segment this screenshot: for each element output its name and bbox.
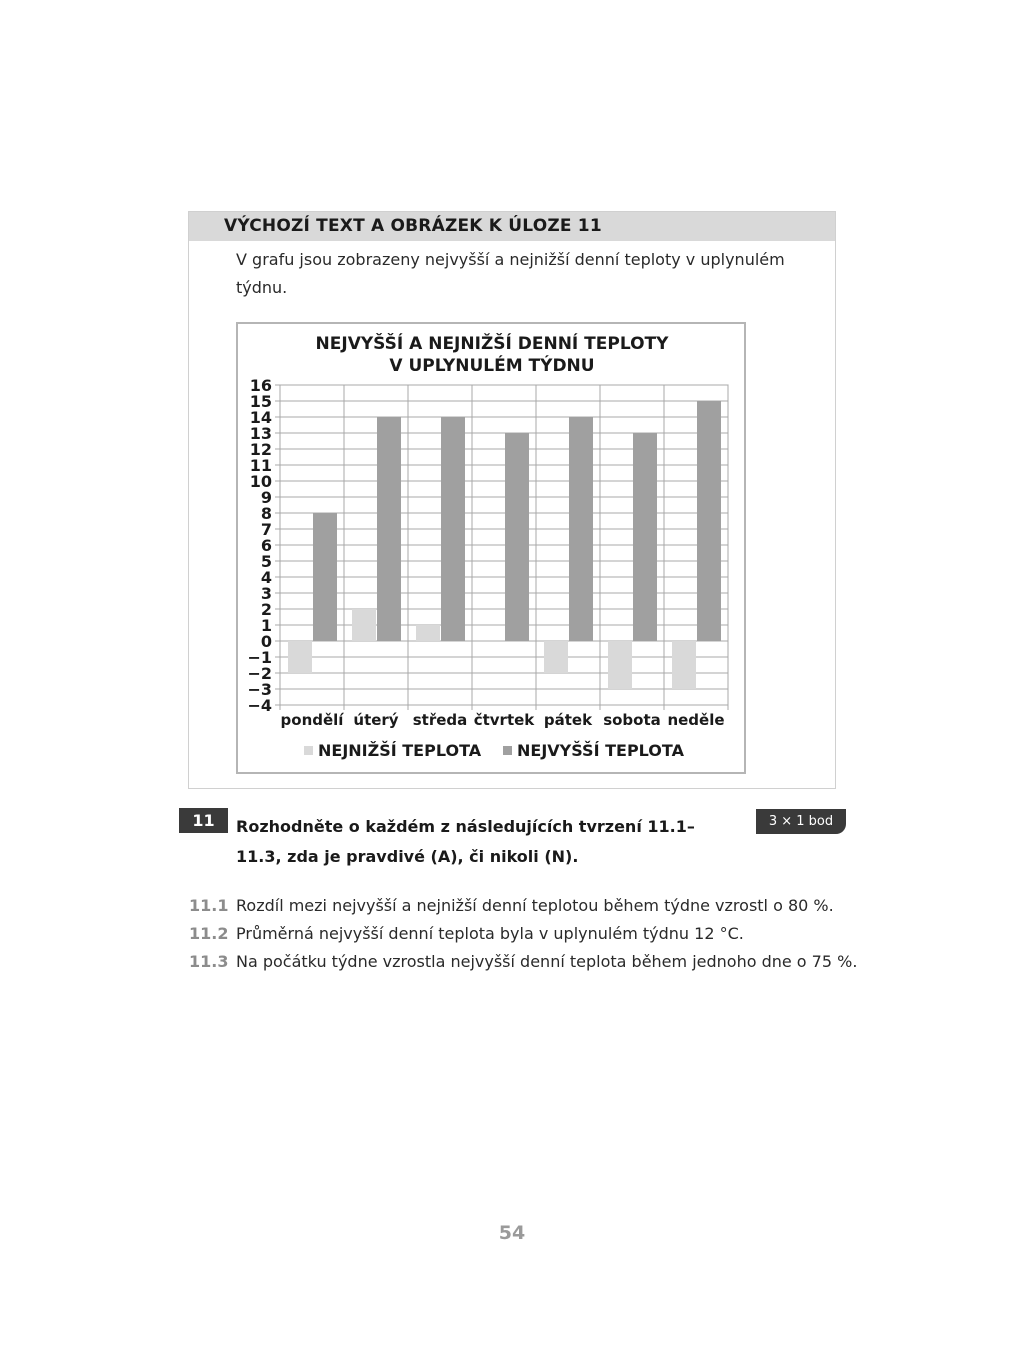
x-category-label: sobota (603, 711, 661, 729)
task-prompt: Rozhodněte o každém z následujících tvrzení 11.1–11.3, zda je pravdivé (A), či nikoli (N). (236, 817, 695, 866)
y-tick-label: 16 (249, 376, 272, 395)
x-category-label: čtvrtek (473, 711, 535, 729)
statement-number: 11.1 (189, 896, 229, 915)
y-tick-label: 11 (249, 456, 272, 475)
x-category-label: úterý (353, 711, 399, 729)
x-category-label: neděle (667, 711, 725, 729)
bar-high (633, 433, 657, 641)
y-tick-label: 2 (260, 600, 272, 619)
bar-high (569, 417, 593, 641)
y-tick-label: 14 (249, 408, 272, 427)
statement-number: 11.3 (189, 952, 229, 971)
x-category-label: středa (412, 711, 468, 729)
task-number-badge: 11 (179, 808, 228, 833)
statement-number: 11.2 (189, 924, 229, 943)
source-header (189, 212, 835, 241)
legend-swatch (304, 746, 313, 755)
statement-text: Na počátku týdne vzrostla nejvyšší denní teplota během jednoho dne o 75 %. (236, 952, 858, 971)
y-tick-label: 3 (260, 584, 272, 603)
bar-low (416, 625, 440, 641)
y-tick-label: −4 (247, 696, 272, 715)
bar-high (505, 433, 529, 641)
x-category-label: pondělí (280, 711, 344, 729)
bar-low (608, 641, 632, 689)
legend-label: NEJVYŠŠÍ TEPLOTA (517, 741, 684, 760)
y-tick-label: 6 (260, 536, 272, 555)
bar-low (288, 641, 312, 673)
y-tick-label: −2 (247, 664, 272, 683)
statements-list (189, 896, 889, 980)
y-tick-label: 9 (260, 488, 272, 507)
y-tick-label: 0 (260, 632, 272, 651)
y-tick-label: 7 (260, 520, 272, 539)
bar-high (441, 417, 465, 641)
bar-high (377, 417, 401, 641)
y-tick-label: −3 (247, 680, 272, 699)
legend-label: NEJNIŽŠÍ TEPLOTA (318, 741, 482, 760)
y-tick-label: 4 (260, 568, 272, 587)
x-category-label: pátek (543, 711, 593, 729)
y-tick-label: −1 (247, 648, 272, 667)
y-tick-label: 10 (249, 472, 272, 491)
y-tick-label: 13 (249, 424, 272, 443)
source-box (188, 211, 836, 789)
bar-low (352, 609, 376, 641)
legend-swatch (503, 746, 512, 755)
points-badge: 3 × 1 bod (756, 809, 846, 834)
y-tick-label: 12 (249, 440, 272, 459)
chart-title-line: NEJVYŠŠÍ A NEJNIŽŠÍ DENNÍ TEPLOTY (315, 334, 669, 354)
statement-text: Rozdíl mezi nejvyšší a nejnižší denní teplotou během týdne vzrostl o 80 %. (236, 896, 834, 915)
y-tick-label: 15 (249, 392, 272, 411)
source-title: VÝCHOZÍ TEXT A OBRÁZEK K ÚLOZE 11 (224, 216, 602, 236)
y-tick-label: 1 (260, 616, 272, 635)
chart-title-line: V UPLYNULÉM TÝDNU (389, 356, 595, 376)
statement-text: Průměrná nejvyšší denní teplota byla v uplynulém týdnu 12 °C. (236, 924, 744, 943)
source-text: V grafu jsou zobrazeny nejvyšší a nejnižší denní teploty v uplynulém týdnu. (236, 250, 785, 297)
statement-3 (189, 952, 889, 980)
bar-low (672, 641, 696, 689)
bar-high (313, 513, 337, 641)
y-tick-label: 8 (260, 504, 272, 523)
chart-frame (236, 322, 746, 774)
temperature-chart (238, 324, 744, 772)
y-tick-label: 5 (260, 552, 272, 571)
statement-1 (189, 896, 889, 924)
bar-high (697, 401, 721, 641)
bar-low (544, 641, 568, 673)
page-number: 54 (498, 1222, 526, 1244)
statement-2 (189, 924, 889, 952)
